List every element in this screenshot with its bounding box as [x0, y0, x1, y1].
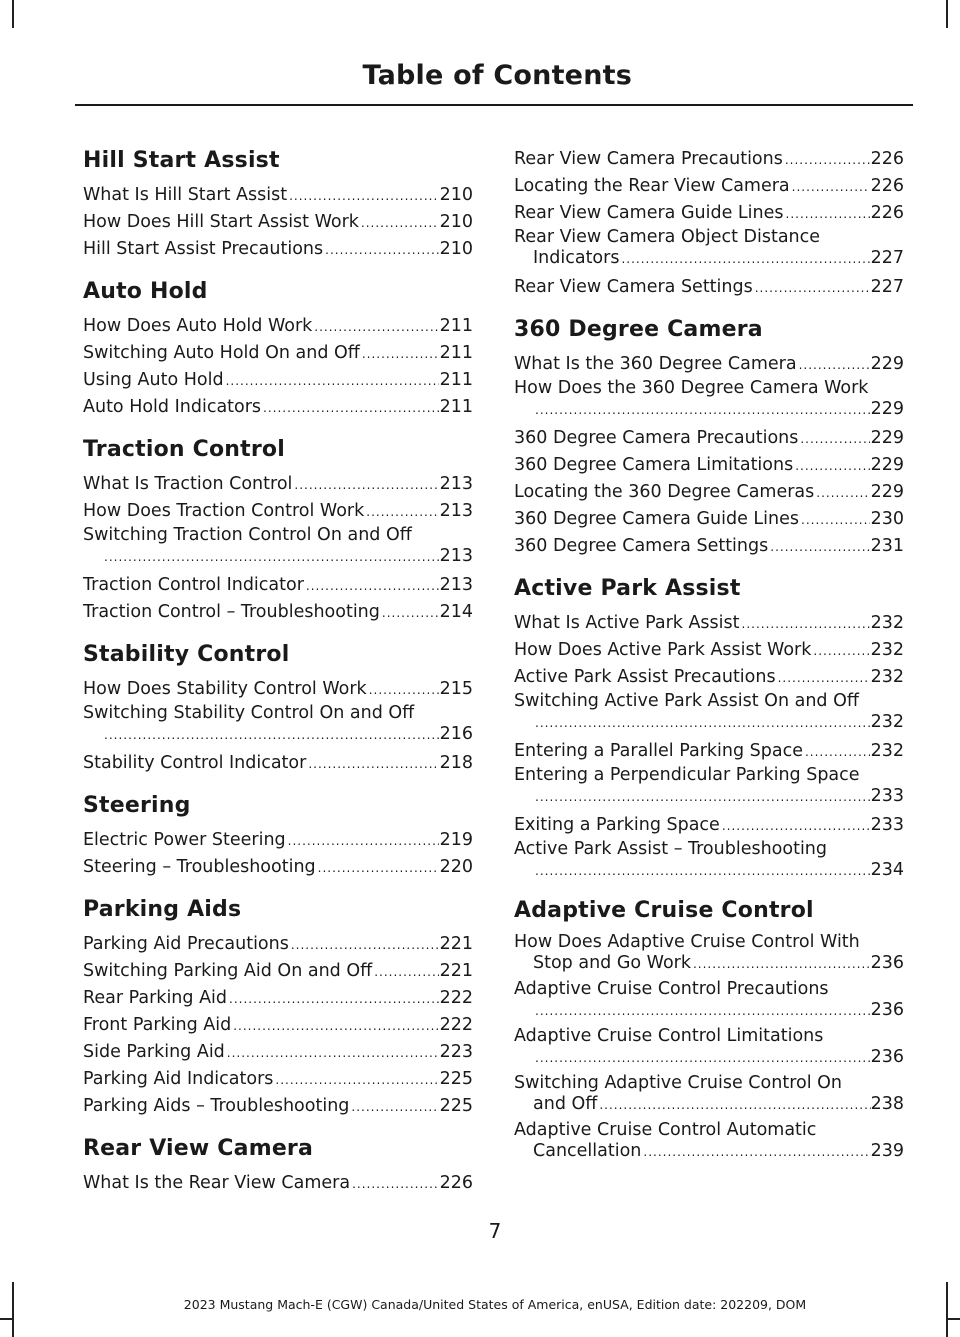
toc-entry-link[interactable] [514, 200, 904, 227]
dot-leader [805, 739, 870, 765]
dot-leader [535, 399, 871, 421]
dot-leader [366, 499, 438, 525]
entry-page: 211 [439, 370, 473, 390]
entry-page: 226 [870, 203, 904, 223]
entry-page: 236 [870, 953, 904, 973]
dot-leader [643, 1141, 870, 1163]
entry-title: Auto Hold Indicators [83, 397, 262, 417]
entry-page: 215 [439, 679, 473, 699]
entry-page: 229 [870, 482, 904, 502]
toc-entry-link[interactable] [514, 691, 904, 734]
dot-leader [314, 314, 438, 340]
entry-page: 232 [870, 741, 904, 761]
entry-page: 225 [439, 1069, 473, 1089]
section-heading: Hill Start Assist [83, 148, 280, 173]
toc-entry-link[interactable] [83, 209, 473, 236]
entry-page: 220 [439, 857, 473, 877]
dot-leader [263, 395, 439, 421]
entry-title: Stability Control Indicator [83, 753, 307, 773]
entry-title: How Does Stability Control Work [83, 679, 367, 699]
dot-leader [816, 480, 869, 506]
entry-title: Front Parking Aid [83, 1015, 232, 1035]
entry-page: 234 [870, 860, 904, 880]
section-heading: Auto Hold [83, 279, 208, 304]
entry-title: Rear View Camera Precautions [514, 149, 783, 169]
toc-entry-link[interactable] [83, 1012, 473, 1039]
dot-leader [786, 201, 870, 227]
entry-page: 213 [439, 546, 473, 566]
entry-title: Switching Active Park Assist On and Off [514, 691, 859, 711]
entry-title: Parking Aids – Troubleshooting [83, 1096, 350, 1116]
entry-title: Active Park Assist Precautions [514, 667, 776, 687]
entry-page: 227 [870, 277, 904, 297]
entry-title: 360 Degree Camera Limitations [514, 455, 794, 475]
toc-entry-link[interactable] [514, 979, 904, 1022]
dot-leader [294, 472, 438, 498]
entry-title: Rear View Camera Object Distance [514, 227, 821, 247]
toc-entry-link[interactable] [514, 738, 904, 765]
entry-page: 231 [870, 536, 904, 556]
dot-leader [785, 147, 870, 173]
entry-page: 214 [439, 602, 473, 622]
entry-page: 211 [439, 397, 473, 417]
entry-title: Rear View Camera Settings [514, 277, 753, 297]
entry-page: 233 [870, 786, 904, 806]
entry-page: 232 [870, 640, 904, 660]
toc-section [83, 895, 473, 1120]
entry-title: Active Park Assist – Troubleshooting [514, 839, 828, 859]
entry-title: What Is the Rear View Camera [83, 1173, 351, 1193]
dot-leader [722, 813, 870, 839]
entry-page: 219 [439, 830, 473, 850]
toc-entry-link[interactable] [514, 1026, 904, 1069]
toc-entry-link[interactable] [83, 750, 473, 777]
entry-page: 229 [870, 428, 904, 448]
entry-page: 233 [870, 815, 904, 835]
entry-title: What Is Traction Control [83, 474, 293, 494]
toc-entry-link[interactable] [83, 1039, 473, 1066]
entry-title: How Does Hill Start Assist Work [83, 212, 359, 232]
crop-mark-bottom-left-h [0, 1318, 14, 1320]
crop-mark-top-right-v [946, 0, 948, 28]
entry-title: Steering – Troubleshooting [83, 857, 316, 877]
entry-page: 218 [439, 753, 473, 773]
dot-leader [306, 573, 439, 599]
dot-leader [362, 341, 439, 367]
toc-entry-link[interactable] [83, 525, 473, 568]
toc-entry-link[interactable] [514, 425, 904, 452]
dot-leader [233, 1013, 438, 1039]
dot-leader [226, 368, 439, 394]
entry-page: 225 [439, 1096, 473, 1116]
dot-leader [308, 751, 438, 777]
toc-entry-link[interactable] [83, 599, 473, 626]
entry-title: Switching Auto Hold On and Off [83, 343, 360, 363]
toc-entry-link[interactable] [83, 703, 473, 746]
dot-leader [361, 210, 439, 236]
dot-leader [792, 174, 870, 200]
entry-title: Adaptive Cruise Control Precautions [514, 979, 829, 999]
dot-leader [800, 426, 869, 452]
toc-entry-link[interactable] [83, 1066, 473, 1093]
entry-page: 229 [870, 399, 904, 419]
entry-page: 229 [870, 354, 904, 374]
entry-title: How Does the 360 Degree Camera Work [514, 378, 869, 398]
toc-entry-link[interactable] [83, 676, 473, 703]
dot-leader [104, 724, 440, 746]
toc-section [83, 146, 473, 263]
entry-page: 210 [439, 185, 473, 205]
entry-title: What Is the 360 Degree Camera [514, 354, 797, 374]
entry-page: 221 [439, 934, 473, 954]
entry-title: Traction Control Indicator [83, 575, 304, 595]
entry-title: Entering a Perpendicular Parking Space [514, 765, 860, 785]
entry-title-cont: Indicators [533, 248, 620, 268]
entry-page: 221 [439, 961, 473, 981]
entry-title: Switching Traction Control On and Off [83, 525, 412, 545]
entry-title: How Does Active Park Assist Work [514, 640, 812, 660]
page-title: Table of Contents [362, 60, 632, 91]
entry-page: 226 [439, 1173, 473, 1193]
toc-entry-link[interactable] [83, 854, 473, 881]
dot-leader [104, 546, 440, 568]
header-divider [75, 104, 913, 106]
entry-title: Rear Parking Aid [83, 988, 228, 1008]
section-heading: Adaptive Cruise Control [514, 898, 814, 923]
toc-entry-link[interactable] [83, 572, 473, 599]
toc-entry-link[interactable] [83, 182, 473, 209]
dot-leader [275, 1067, 438, 1093]
toc-section [514, 896, 904, 1163]
crop-mark-bottom-right-h [946, 1318, 960, 1320]
entry-title: 360 Degree Camera Guide Lines [514, 509, 799, 529]
section-heading: Traction Control [83, 437, 285, 462]
entry-page: 222 [439, 988, 473, 1008]
entry-title: Entering a Parallel Parking Space [514, 741, 803, 761]
entry-title: Switching Stability Control On and Off [83, 703, 415, 723]
entry-title-cont: Cancellation [533, 1141, 642, 1161]
dot-leader [535, 712, 871, 734]
toc-entry-link[interactable] [514, 479, 904, 506]
dot-leader [289, 183, 439, 209]
toc-section [514, 146, 904, 301]
entry-title: Locating the 360 Degree Cameras [514, 482, 815, 502]
toc-entry-link[interactable] [83, 1093, 473, 1120]
entry-title: Traction Control – Troubleshooting [83, 602, 380, 622]
dot-leader [799, 352, 870, 378]
entry-page: 213 [439, 474, 473, 494]
toc-entry-link[interactable] [83, 394, 473, 421]
dot-leader [291, 932, 439, 958]
dot-leader [318, 855, 439, 881]
toc-entry-link[interactable] [514, 1120, 904, 1163]
toc-section [83, 277, 473, 421]
entry-title: Adaptive Cruise Control Automatic [514, 1120, 817, 1140]
dot-leader [813, 638, 869, 664]
toc-section [83, 435, 473, 626]
entry-title: Parking Aid Indicators [83, 1069, 274, 1089]
entry-title: Electric Power Steering [83, 830, 286, 850]
toc-entry-link[interactable] [514, 274, 904, 301]
entry-page: 216 [439, 724, 473, 744]
dot-leader [325, 237, 438, 263]
entry-page: 236 [870, 1000, 904, 1020]
section-heading: Steering [83, 793, 191, 818]
entry-title-cont: and Off [533, 1094, 598, 1114]
entry-page: 239 [870, 1141, 904, 1161]
entry-title: Exiting a Parking Space [514, 815, 720, 835]
entry-title: What Is Active Park Assist [514, 613, 740, 633]
section-heading: Stability Control [83, 642, 290, 667]
entry-title: Side Parking Aid [83, 1042, 225, 1062]
toc-entry-link[interactable] [83, 1170, 473, 1197]
entry-title: Using Auto Hold [83, 370, 224, 390]
entry-page: 227 [870, 248, 904, 268]
entry-page: 213 [439, 575, 473, 595]
entry-page: 232 [870, 613, 904, 633]
entry-title: Rear View Camera Guide Lines [514, 203, 784, 223]
entry-title: Locating the Rear View Camera [514, 176, 790, 196]
entry-title: Switching Parking Aid On and Off [83, 961, 373, 981]
page-number: 7 [488, 1219, 502, 1243]
dot-leader [621, 248, 870, 270]
entry-title: How Does Traction Control Work [83, 501, 365, 521]
toc-entry-link[interactable] [83, 340, 473, 367]
dot-leader [229, 986, 439, 1012]
toc-entry-link[interactable] [514, 610, 904, 637]
toc-entry-link[interactable] [514, 637, 904, 664]
entry-page: 213 [439, 501, 473, 521]
toc-entry-link[interactable] [514, 932, 904, 975]
toc-entry-link[interactable] [514, 533, 904, 560]
entry-page: 238 [870, 1094, 904, 1114]
toc-entry-link[interactable] [83, 367, 473, 394]
entry-page: 232 [870, 667, 904, 687]
entry-page: 210 [439, 239, 473, 259]
entry-page: 211 [439, 316, 473, 336]
dot-leader [599, 1094, 870, 1116]
dot-leader [755, 275, 870, 301]
entry-title: Hill Start Assist Precautions [83, 239, 324, 259]
toc-entry-link[interactable] [83, 498, 473, 525]
entry-page: 226 [870, 149, 904, 169]
toc-entry-link[interactable] [514, 765, 904, 808]
toc-entry-link[interactable] [514, 378, 904, 421]
toc-column-left [83, 146, 473, 1211]
entry-page: 211 [439, 343, 473, 363]
toc-section [83, 1134, 473, 1197]
dot-leader [288, 828, 439, 854]
toc-entry-link[interactable] [514, 227, 904, 270]
toc-entry-link[interactable] [514, 664, 904, 691]
section-heading: Parking Aids [83, 897, 242, 922]
dot-leader [535, 786, 871, 808]
entry-title: Adaptive Cruise Control Limitations [514, 1026, 824, 1046]
section-heading: Active Park Assist [514, 576, 741, 601]
entry-title-cont: Stop and Go Work [533, 953, 691, 973]
entry-page: 232 [870, 712, 904, 732]
entry-title: Parking Aid Precautions [83, 934, 289, 954]
dot-leader [778, 665, 870, 691]
dot-leader [535, 1047, 871, 1069]
entry-page: 229 [870, 455, 904, 475]
toc-entry-link[interactable] [514, 146, 904, 173]
entry-page: 210 [439, 212, 473, 232]
toc-column-right [514, 146, 904, 1177]
toc-entry-link[interactable] [83, 471, 473, 498]
section-heading: 360 Degree Camera [514, 317, 763, 342]
entry-title: 360 Degree Camera Settings [514, 536, 769, 556]
toc-section [83, 791, 473, 881]
toc-entry-link[interactable] [83, 931, 473, 958]
dot-leader [742, 611, 870, 637]
entry-page: 222 [439, 1015, 473, 1035]
toc-section [514, 574, 904, 882]
dot-leader [535, 860, 871, 882]
entry-page: 230 [870, 509, 904, 529]
toc-entry-link[interactable] [514, 1073, 904, 1116]
dot-leader [369, 677, 439, 703]
toc-entry-link[interactable] [514, 839, 904, 882]
toc-entry-link[interactable] [514, 812, 904, 839]
toc-entry-link[interactable] [514, 506, 904, 533]
entry-page: 226 [870, 176, 904, 196]
toc-entry-link[interactable] [83, 985, 473, 1012]
entry-page: 223 [439, 1042, 473, 1062]
dot-leader [801, 507, 870, 533]
entry-title: How Does Adaptive Cruise Control With [514, 932, 860, 952]
crop-mark-top-left-v [12, 0, 14, 28]
dot-leader [535, 1000, 871, 1022]
footer-edition: 2023 Mustang Mach-E (CGW) Canada/United States of America, enUSA, Edition date: 202209, DOM [183, 1297, 807, 1312]
entry-title: Switching Adaptive Cruise Control On [514, 1073, 842, 1093]
toc-entry-link[interactable] [83, 313, 473, 340]
dot-leader [770, 534, 869, 560]
dot-leader [693, 953, 871, 975]
toc-entry-link[interactable] [83, 827, 473, 854]
toc-section [83, 640, 473, 777]
toc-section [514, 315, 904, 560]
toc-entry-link[interactable] [514, 173, 904, 200]
entry-title: 360 Degree Camera Precautions [514, 428, 799, 448]
dot-leader [351, 1094, 438, 1120]
entry-page: 236 [870, 1047, 904, 1067]
dot-leader [352, 1171, 439, 1197]
section-heading: Rear View Camera [83, 1136, 314, 1161]
entry-title: How Does Auto Hold Work [83, 316, 313, 336]
toc-entry-link[interactable] [514, 351, 904, 378]
dot-leader [374, 959, 438, 985]
dot-leader [795, 453, 869, 479]
toc-entry-link[interactable] [514, 452, 904, 479]
dot-leader [227, 1040, 439, 1066]
toc-entry-link[interactable] [83, 236, 473, 263]
entry-title: What Is Hill Start Assist [83, 185, 288, 205]
dot-leader [382, 600, 439, 626]
toc-entry-link[interactable] [83, 958, 473, 985]
